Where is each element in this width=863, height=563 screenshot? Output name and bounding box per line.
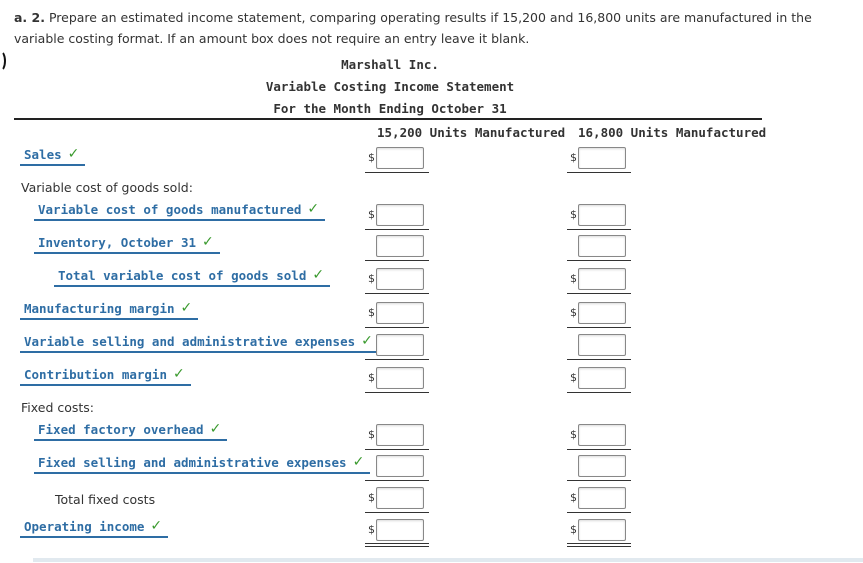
inventory-select[interactable]: Inventory, October 31 ✓: [34, 232, 220, 254]
total-fixed-input-2[interactable]: [578, 487, 626, 509]
var-sga-input-1[interactable]: [376, 334, 424, 356]
mfg-margin-row: [20, 298, 198, 320]
underline: [567, 512, 631, 513]
sales-select[interactable]: Sales ✓: [20, 144, 85, 166]
edge-bracket-icon: [0, 50, 6, 72]
var-sga-amount-2: [570, 334, 626, 356]
underline: [567, 293, 631, 294]
fixed-sga-amount-1: [368, 455, 424, 477]
company-name: Marshall Inc.: [341, 57, 439, 72]
fixed-overhead-amount-1: $: [368, 424, 424, 446]
op-income-input-2[interactable]: [578, 519, 626, 541]
question-text: Prepare an estimated income statement, comparing operating results if 15,200 and 16,800 units are manufactured in the variable costing format. If an amount box does not require an entry leave it blank.: [14, 10, 812, 46]
check-icon: ✓: [180, 300, 193, 316]
sales-amount-2: $: [570, 147, 626, 169]
underline: [365, 172, 429, 173]
check-icon: ✓: [173, 366, 185, 382]
bottom-divider: [33, 558, 863, 562]
double-underline: [567, 543, 631, 547]
underline: [365, 293, 429, 294]
check-icon: ✓: [361, 333, 373, 349]
underline: [365, 359, 429, 360]
fixed-sga-input-1[interactable]: [376, 455, 424, 477]
underline: [365, 449, 429, 450]
column-header-16800: 16,800 Units Manufactured: [578, 125, 767, 140]
var-cogm-row: [34, 199, 325, 221]
vcgs-heading: Variable cost of goods sold:: [21, 180, 193, 195]
instruction-text: [14, 7, 854, 49]
underline: [567, 392, 631, 393]
column-header-15200: 15,200 Units Manufactured: [377, 125, 566, 140]
mfg-margin-amount-1: $: [368, 302, 424, 324]
underline: [567, 449, 631, 450]
fixed-sga-select[interactable]: Fixed selling and administrative expenses ✓: [34, 452, 370, 474]
op-income-amount-2: $: [570, 519, 626, 541]
total-vcgs-row: [54, 265, 330, 287]
header-rule: [14, 118, 762, 120]
contrib-margin-input-1[interactable]: [376, 367, 424, 389]
statement-title: Variable Costing Income Statement: [265, 79, 515, 94]
underline: [365, 512, 429, 513]
statement-period: For the Month Ending October 31: [273, 101, 507, 116]
var-sga-row: [20, 331, 379, 353]
fixed-sga-input-2[interactable]: [578, 455, 626, 477]
check-icon: ✓: [352, 454, 365, 470]
underline: [567, 229, 631, 230]
inventory-input-2[interactable]: [578, 235, 626, 257]
contrib-margin-select[interactable]: Contribution margin ✓: [20, 364, 191, 386]
underline: [567, 260, 631, 261]
fixed-costs-heading: Fixed costs:: [21, 400, 95, 415]
total-fixed-label: Total fixed costs: [55, 492, 156, 507]
underline: [365, 260, 429, 261]
check-icon: ✓: [202, 234, 214, 250]
sales-row: [20, 144, 85, 166]
underline: [365, 392, 429, 393]
underline: [365, 327, 429, 328]
mfg-margin-select[interactable]: Manufacturing margin ✓: [20, 298, 198, 320]
sales-input-2[interactable]: [578, 147, 626, 169]
total-fixed-amount-1: $: [368, 487, 424, 509]
fixed-sga-amount-2: [570, 455, 626, 477]
mfg-margin-amount-2: $: [570, 302, 626, 324]
var-cogm-amount-1: $: [368, 204, 424, 226]
check-icon: ✓: [67, 146, 80, 162]
contrib-margin-amount-2: $: [570, 367, 626, 389]
total-vcgs-amount-1: $: [368, 268, 424, 290]
inventory-amount-1: [368, 235, 424, 257]
underline: [567, 480, 631, 481]
total-vcgs-input-1[interactable]: [376, 268, 424, 290]
var-cogm-amount-2: $: [570, 204, 626, 226]
sales-amount-1: $: [368, 147, 424, 169]
mfg-margin-input-2[interactable]: [578, 302, 626, 324]
double-underline: [365, 543, 429, 547]
total-vcgs-input-2[interactable]: [578, 268, 626, 290]
op-income-amount-1: $: [368, 519, 424, 541]
contrib-margin-amount-1: $: [368, 367, 424, 389]
underline: [365, 229, 429, 230]
var-sga-input-2[interactable]: [578, 334, 626, 356]
total-fixed-amount-2: $: [570, 487, 626, 509]
contrib-margin-input-2[interactable]: [578, 367, 626, 389]
total-vcgs-amount-2: $: [570, 268, 626, 290]
var-cogm-select[interactable]: Variable cost of goods manufactured ✓: [34, 199, 325, 221]
underline: [567, 172, 631, 173]
fixed-overhead-row: [34, 419, 227, 441]
underline: [365, 480, 429, 481]
inventory-row: [34, 232, 220, 254]
check-icon: ✓: [209, 421, 222, 437]
total-fixed-input-1[interactable]: [376, 487, 424, 509]
total-vcgs-select[interactable]: Total variable cost of goods sold ✓: [54, 265, 330, 287]
var-sga-amount-1: [368, 334, 424, 356]
inventory-amount-2: [570, 235, 626, 257]
op-income-select[interactable]: Operating income ✓: [20, 516, 168, 538]
fixed-sga-row: [34, 452, 370, 474]
fixed-overhead-input-2[interactable]: [578, 424, 626, 446]
op-income-row: [20, 516, 168, 538]
check-icon: ✓: [312, 267, 325, 283]
underline: [567, 327, 631, 328]
op-income-input-1[interactable]: [376, 519, 424, 541]
inventory-input-1[interactable]: [376, 235, 424, 257]
question-number: a. 2.: [14, 10, 45, 25]
check-icon: ✓: [150, 518, 163, 534]
fixed-overhead-select[interactable]: Fixed factory overhead ✓: [34, 419, 227, 441]
fixed-overhead-amount-2: $: [570, 424, 626, 446]
mfg-margin-input-1[interactable]: [376, 302, 424, 324]
underline: [567, 359, 631, 360]
contrib-margin-row: [20, 364, 191, 386]
sales-input-1[interactable]: [376, 147, 424, 169]
check-icon: ✓: [307, 201, 320, 217]
var-cogm-input-1[interactable]: [376, 204, 424, 226]
var-cogm-input-2[interactable]: [578, 204, 626, 226]
fixed-overhead-input-1[interactable]: [376, 424, 424, 446]
var-sga-select[interactable]: Variable selling and administrative expenses ✓: [20, 331, 379, 353]
